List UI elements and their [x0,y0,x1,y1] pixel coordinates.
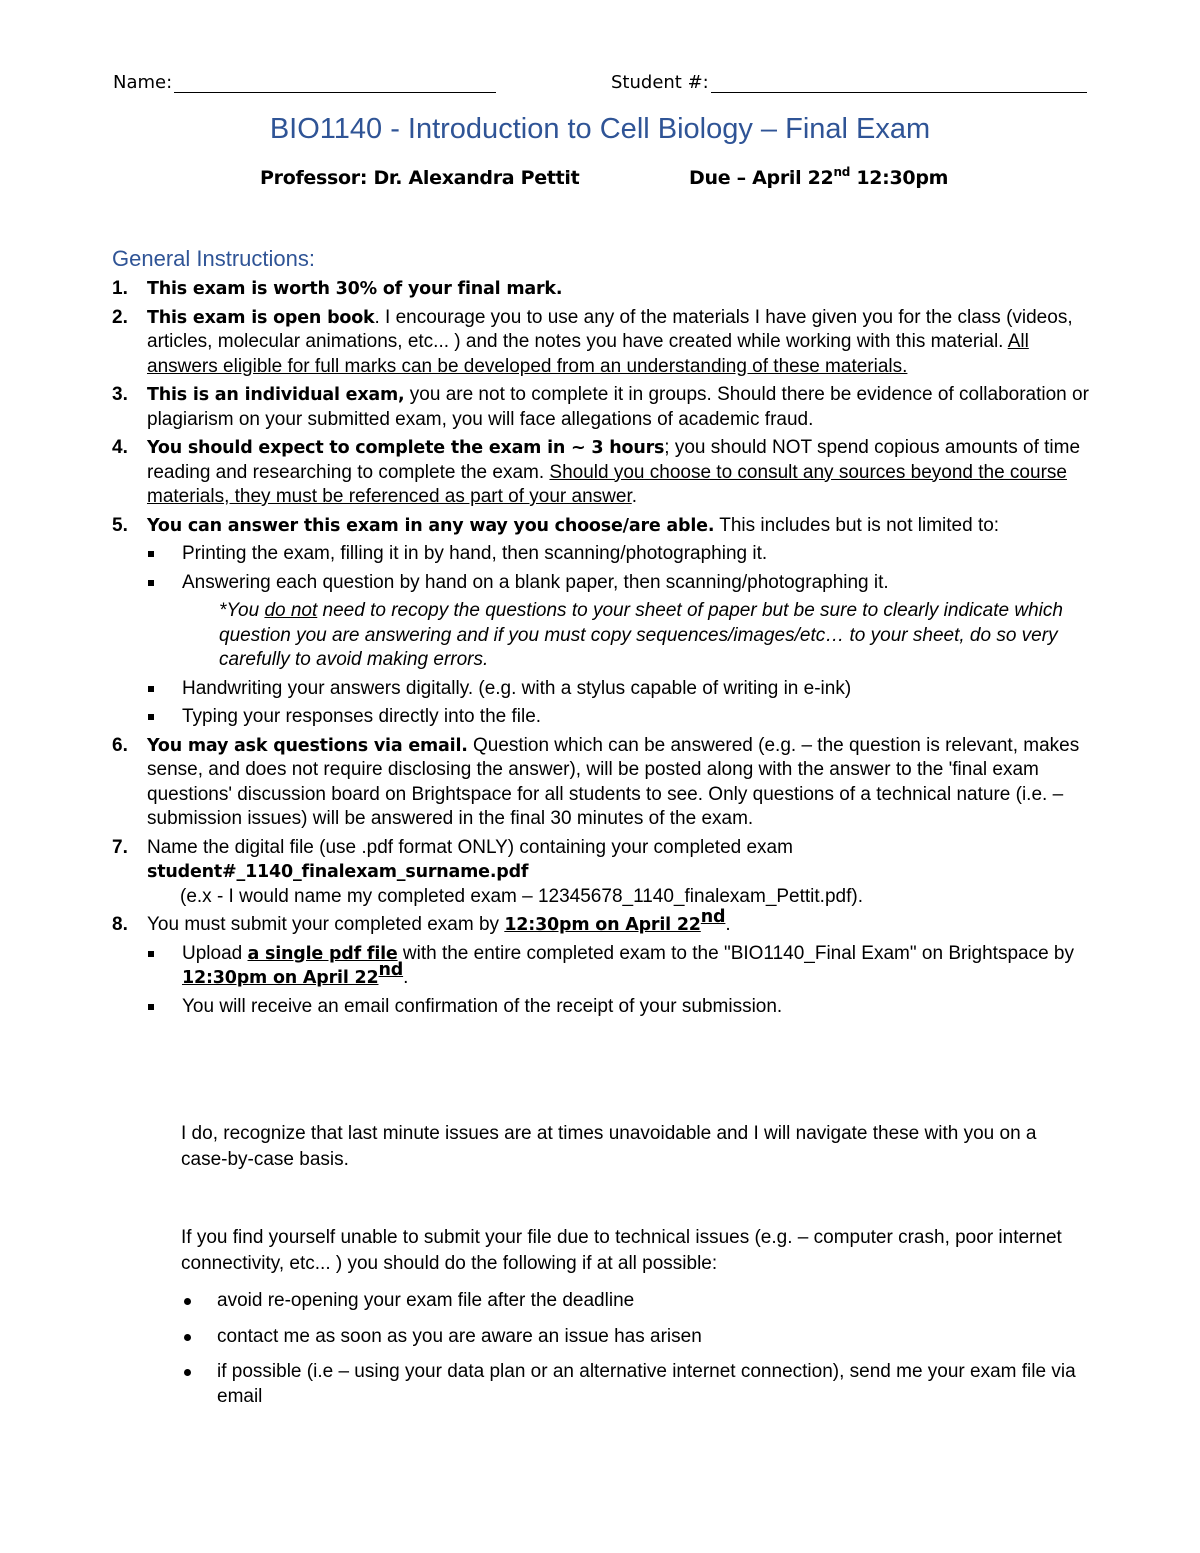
item-end: . [725,914,731,935]
bullet-list [181,1289,1081,1420]
instruction-item [112,277,1097,302]
sub-item [112,571,1097,596]
instruction-item [112,734,1097,832]
name-line [174,70,496,93]
item-text: Name the digital file (use .pdf format ONLY) containing your completed exam [147,836,793,858]
item-text: ; you should NOT spend copious amounts of time reading and researching to complete the exam. [147,437,1081,483]
page-title: BIO1140 - Introduction to Cell Biology – Final Exam [269,113,931,145]
sub-item-bold: a single pdf file [247,943,398,964]
name-label: Name: [113,72,173,93]
item-bold: This exam is worth 30% of your final mark. [147,279,563,299]
list-item-text: if possible (i.e – using your data plan or an alternative internet connection), send me your exam file via email [217,1361,1076,1407]
sub-item-end: . [403,967,409,988]
sub-item [112,677,1097,702]
paragraph-recognize: I do, recognize that last minute issues are at times unavoidable and I will navigate these with you on a case-by-case basis. [181,1123,1037,1170]
instruction-item [112,514,1097,539]
student-number-label: Student #: [611,72,709,93]
item-text: you are not to complete it in groups. Should there be evidence of collaboration or plagiarism on your submitted exam, you will face allegations of academic fraud. [147,384,1089,430]
deadline-sup: nd [700,907,726,927]
due-date [689,167,948,189]
item-number: 1. [112,278,128,299]
file-name-format: student#_1140_finalexam_surname.pdf [147,862,529,882]
item-underline: All answers eligible for full marks can be developed from an understanding of these materials. [147,331,1029,377]
professor: Professor: Dr. Alexandra Pettit [260,167,580,189]
item-bold: You should expect to complete the exam in ~ 3 hours [147,438,665,458]
square-bullet-icon [148,951,154,957]
list-item-text: avoid re-opening your exam file after the deadline [217,1290,635,1311]
item-bold: This is an individual exam, [147,385,405,405]
due-sup: nd [833,165,851,179]
bullet-icon [184,1369,191,1376]
student-number-line [711,70,1087,93]
item-bold: You can answer this exam in any way you choose/are able. [147,515,715,536]
list-item-text: contact me as soon as you are aware an issue has arisen [217,1325,702,1347]
item-text: . I encourage you to use any of the materials I have given you for the class (videos, articles, molecular animations, etc... ) and the notes you have created while working with this material. [147,306,1073,352]
sub-item-text: Handwriting your answers digitally. (e.g. with a stylus capable of writing in e-ink) [182,677,852,699]
sub-item-text: Typing your responses directly into the file. [182,706,542,727]
square-bullet-icon [148,1004,154,1010]
note-text: need to recopy the questions to your sheet of paper but be sure to clearly indicate which question you are answering and if you must copy sequences/images/etc… to your sheet, do so very carefully to avoid making errors. [219,600,1063,670]
bullet-icon [184,1334,191,1341]
sub-item-sup: nd [378,960,404,980]
item-number: 2. [112,306,128,328]
sub-item [112,542,1097,567]
due-suffix: 12:30pm [850,167,949,189]
item-underline: Should you choose to consult any sources beyond the course materials, they must be referenced as part of your answer [147,461,1067,507]
item-text: You must submit your completed exam by [147,914,505,935]
item-text: This includes but is not limited to: [714,514,1000,536]
sub-item-text: Upload [182,942,248,964]
square-bullet-icon [148,551,154,557]
item-number: 5. [112,514,128,536]
item-number: 3. [112,384,128,405]
instruction-item [112,836,1097,910]
square-bullet-icon [148,714,154,720]
instructions-list [112,277,1097,1023]
item-bold: You may ask questions via email. [147,735,468,756]
item-number: 6. [112,734,128,756]
list-item [181,1325,1081,1350]
instruction-item [112,383,1097,432]
file-name-example: (e.x - I would name my completed exam – 12345678_1140_finalexam_Pettit.pdf). [180,885,863,907]
note [112,599,1097,673]
item-text: Question which can be answered (e.g. – the question is relevant, makes sense, and does not require disclosing the answer), will be posted along with the answer to the 'final exam questions' discussion board on Brightspace for all students to see. Only questions of a technical nature (i.e. – submission issues) will be answered in the final 30 minutes of the exam. [147,734,1080,829]
item-bold: This exam is open book [147,307,375,328]
sub-item-text: Printing the exam, filling it in by hand, then scanning/photographing it. [182,543,768,564]
instruction-item [112,306,1097,380]
item-number: 8. [112,914,128,935]
instruction-item [112,436,1097,510]
header-fields [113,70,1085,100]
sub-item [112,942,1097,991]
sub-item-deadline: 12:30pm on April 22 [182,968,379,988]
item-end: . [631,486,638,507]
sub-item [112,705,1097,730]
sub-item [112,995,1097,1020]
note-text: *You [219,600,265,621]
name-field [113,70,496,93]
paragraph-technical-issues: If you find yourself unable to submit your file due to technical issues (e.g. – computer crash, poor internet connectivity, etc... ) you should do the following if at all possible: [181,1227,1062,1274]
student-number-field [611,70,1087,93]
bullet-icon [184,1298,191,1305]
sub-item-text: You will receive an email confirmation of the receipt of your submission. [182,995,783,1017]
note-underline: do not [264,600,318,621]
square-bullet-icon [148,686,154,692]
instruction-item [112,907,1097,938]
sub-item-text: with the entire completed exam to the "BIO1140_Final Exam" on Brightspace by [397,942,1074,964]
due-prefix: Due – April 22 [689,167,834,189]
section-title: General Instructions: [112,246,315,271]
item-number: 7. [112,836,128,858]
deadline: 12:30pm on April 22 [504,915,701,935]
item-number: 4. [112,437,128,458]
sub-item-text: Answering each question by hand on a blank paper, then scanning/photographing it. [182,571,889,593]
list-item [181,1289,1081,1314]
square-bullet-icon [148,580,154,586]
list-item [181,1360,1081,1409]
